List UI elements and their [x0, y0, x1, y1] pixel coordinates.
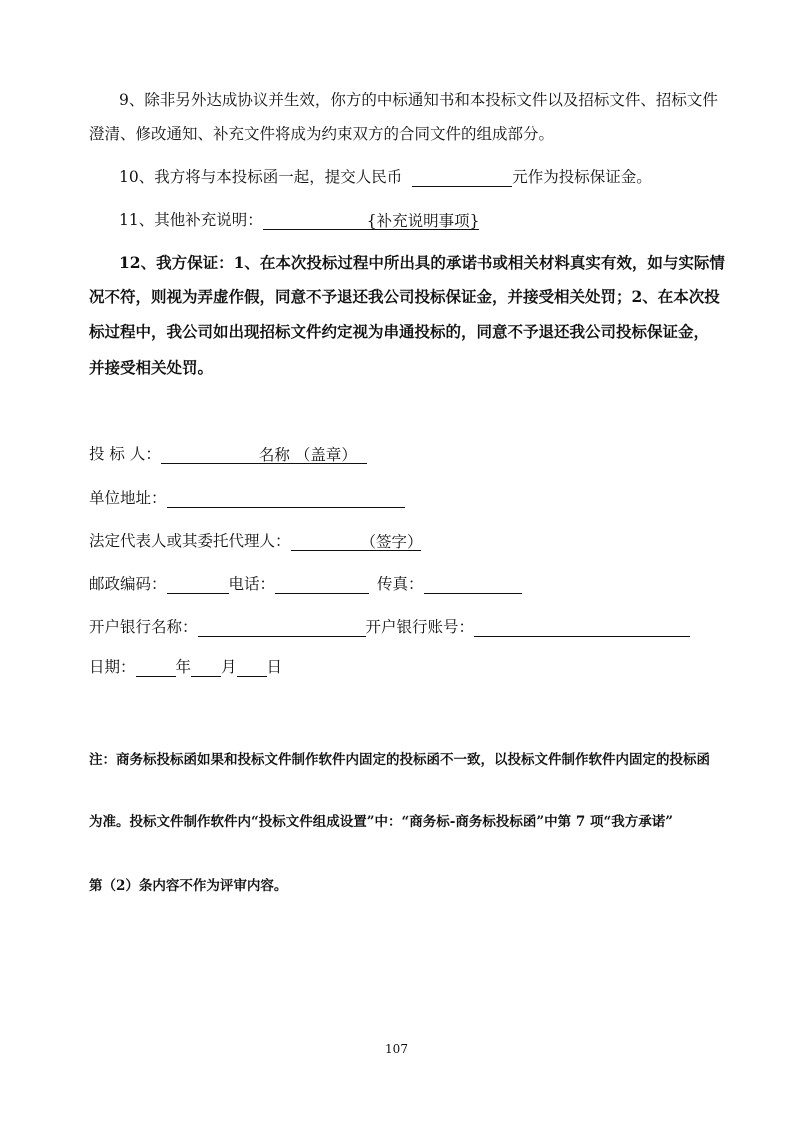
fax-label: 传真：	[377, 575, 424, 593]
representative-fill: （签字）	[360, 533, 423, 551]
month-label: 月	[221, 658, 237, 676]
clause-10	[119, 167, 652, 187]
clause-10-suffix: 元作为投标保证金。	[512, 168, 652, 186]
clause-12-line-4: 并接受相关处罚。	[89, 358, 214, 377]
clause-12-line-1: 12、我方保证：1、在本次投标过程中所出具的承诺书或相关材料真实有效，如与实际情	[119, 253, 725, 272]
bidder-blank	[161, 445, 249, 464]
address-label: 单位地址：	[89, 489, 167, 507]
clause-11	[119, 210, 479, 230]
bidder-label: 投 标 人：	[89, 445, 161, 463]
deposit-amount-blank	[412, 168, 512, 187]
representative-row	[89, 531, 421, 551]
bank-row	[89, 617, 690, 637]
clause-12-line-3: 标过程中，我公司如出现招标文件约定视为串通投标的，同意不予退还我公司投标保证金，	[89, 322, 710, 341]
bank-name-blank	[198, 618, 366, 637]
phone-blank	[275, 575, 369, 594]
address-blank	[167, 489, 405, 508]
note-line-3: 第（2）条内容不作为评审内容。	[89, 878, 288, 894]
day-blank	[237, 658, 267, 677]
clause-12-line-2: 况不符，则视为弄虚作假，同意不予退还我公司投标保证金，并接受相关处罚；2、在本次投	[89, 287, 720, 306]
supplement-fill: {补充说明事项}	[366, 212, 480, 230]
bidder-fill: 名称 （盖章）	[249, 445, 367, 464]
day-label: 日	[266, 658, 283, 676]
note-line-1: 注：商务标投标函如果和投标文件制作软件内固定的投标函不一致，以投标文件制作软件内固定的投标函	[89, 752, 710, 768]
month-blank	[191, 658, 221, 677]
clause-11-prefix: 11、其他补充说明：	[119, 211, 263, 229]
postcode-label: 邮政编码：	[89, 575, 167, 593]
clause-9-line-1: 9、除非另外达成协议并生效，你方的中标通知书和本投标文件以及招标文件、招标文件	[119, 91, 718, 109]
date-label: 日期：	[89, 658, 136, 676]
representative-blank	[291, 532, 361, 551]
postcode-blank	[167, 575, 229, 594]
representative-label: 法定代表人或其委托代理人：	[89, 532, 291, 550]
page-number: 107	[385, 1042, 408, 1056]
bank-account-label: 开户银行账号：	[365, 618, 475, 636]
bidder-row	[89, 444, 367, 464]
phone-label: 电话：	[228, 575, 276, 593]
bank-name-label: 开户银行名称：	[89, 618, 198, 636]
clause-9-line-2: 澄清、修改通知、补充文件将成为约束双方的合同文件的组成部分。	[89, 125, 555, 143]
note-line-2: 为准。投标文件制作软件内“投标文件组成设置”中：“商务标-商务标投标函”中第 7 项“我方承诺”	[89, 814, 673, 830]
year-blank	[136, 658, 176, 677]
year-label: 年	[175, 658, 192, 676]
contact-row	[89, 574, 522, 594]
address-row	[89, 488, 405, 508]
fax-blank	[424, 575, 522, 594]
date-row	[89, 657, 282, 677]
clause-10-prefix: 10、我方将与本投标函一起，提交人民币	[119, 168, 403, 186]
bank-account-blank	[474, 618, 690, 637]
supplement-blank	[263, 211, 367, 230]
